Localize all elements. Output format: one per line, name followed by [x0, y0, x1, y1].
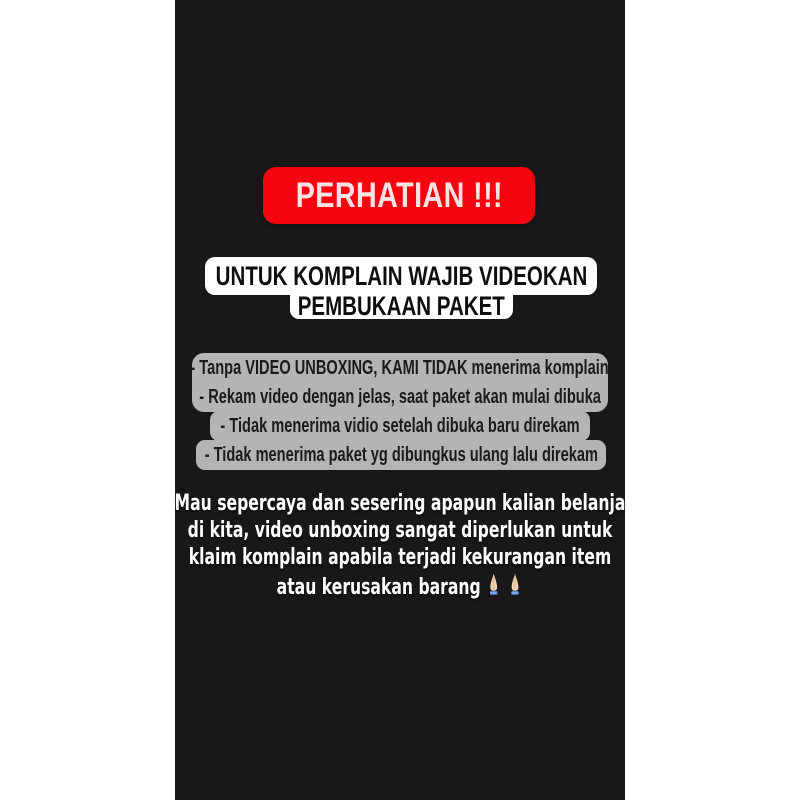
rules-sticker-bottom [196, 440, 606, 470]
note-line: di kita, video unboxing sangat diperlukan untuk [187, 518, 613, 543]
rule-item: - Tidak menerima paket yg dibungkus ulang lalu direkam [204, 443, 598, 466]
attention-banner [263, 167, 535, 224]
rule-item: - Rekam video dengan jelas, saat paket akan mulai dibuka [199, 385, 601, 408]
story-canvas [175, 0, 625, 800]
headline-sticker-line2 [290, 291, 513, 321]
headline-text-line1: UNTUK KOMPLAIN WAJIB VIDEOKAN [215, 260, 587, 291]
folded-hands-icon [485, 571, 502, 604]
rule-item: - Tanpa VIDEO UNBOXING, KAMI TIDAK menerima komplain [190, 356, 610, 379]
headline-sticker-line1 [205, 257, 597, 295]
note-line-text: atau kerusakan barang [276, 575, 481, 600]
rules-sticker-top [192, 353, 608, 412]
note-line: Mau sepercaya dan sesering apapun kalian belanja [174, 491, 626, 516]
headline-text-line2: PEMBUKAAN PAKET [297, 291, 506, 321]
note-line: klaim komplain apabila terjadi kekurangan item [188, 545, 612, 570]
folded-hands-icon [506, 571, 523, 604]
attention-banner-label: PERHATIAN !!! [295, 175, 503, 215]
note-paragraph [175, 490, 625, 604]
rules-sticker-middle [210, 411, 590, 441]
note-line [240, 571, 560, 604]
rule-item: - Tidak menerima vidio setelah dibuka baru direkam [220, 414, 580, 437]
